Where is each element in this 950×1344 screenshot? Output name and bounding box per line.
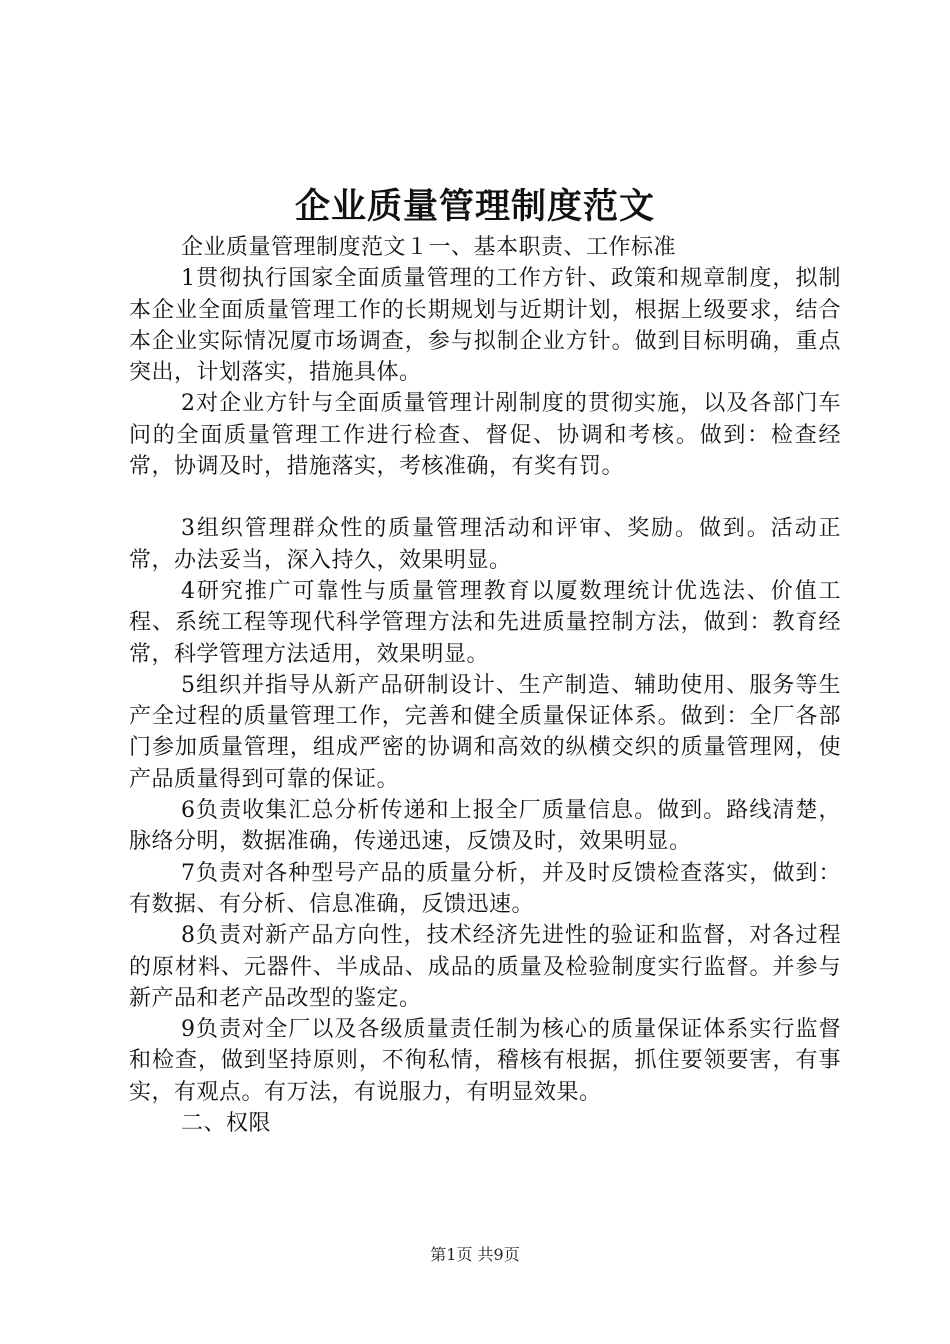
paragraph-item-8: 8负责对新产品方向性，技术经济先进性的验证和监督，对各过程的原材料、元器件、半成品、成品的质量及检验制度实行监督。并参与新产品和老产品改型的鉴定。 bbox=[129, 923, 841, 1011]
paragraph-item-4: 4研究推广可靠性与质量管理教育以厦数理统计优选法、价值工程、系统工程等现代科学管理方法和先进质量控制方法，做到：教育经常，科学管理方法适用，效果明显。 bbox=[129, 578, 841, 667]
paragraph-item-6: 6负责收集汇总分析传递和上报全厂质量信息。做到。路线清楚，脉络分明，数据准确，传递迅速，反馈及时，效果明显。 bbox=[129, 798, 841, 855]
paragraph-item-2: 2对企业方针与全面质量管理计剐制度的贯彻实施，以及各部门车问的全面质量管理工作进行检查、督促、协调和考核。做到：检查经常，协调及时，措施落实，考核准确，有奖有罚。 bbox=[129, 391, 841, 480]
paragraph-section-heading: 企业质量管理制度范文１一、基本职责、工作标准 bbox=[181, 235, 677, 260]
document-body bbox=[129, 232, 841, 1139]
document-title: 企业质量管理制度范文 bbox=[294, 187, 655, 227]
paragraph-item-3: 3组织管理群众性的质量管理活动和评审、奖励。做到。活动正常，办法妥当，深入持久，效果明显。 bbox=[129, 516, 841, 573]
paragraph-item-5: 5组织并指导从新产品研制设计、生产制造、辅助使用、服务等生产全过程的质量管理工作，完善和健全质量保证体系。做到：全厂各部门参加质量管理，组成严密的协调和高效的纵横交织的质量管理网，使产品质量得到可靠的保证。 bbox=[129, 672, 841, 792]
paragraph-item-9: 9负责对全厂以及各级质量责任制为核心的质量保证体系实行监督和检查，做到坚持原则，不徇私情，稽核有根据，抓住要领要害，有事实，有观点。有万法，有说服力，有明显效果。 bbox=[129, 1017, 841, 1105]
paragraph-item-7: 7负责对各种型号产品的质量分析，并及时反馈检查落实，做到：有数据、有分析、信息准确，反馈迅速。 bbox=[129, 860, 841, 917]
paragraph-section-heading-2: 二、权限 bbox=[181, 1111, 272, 1137]
paragraph-item-1: 1贯彻执行国家全面质量管理的工作方针、政策和规章制度，拟制本企业全面质量管理工作的长期规划与近期计划，根据上级要求，结合本企业实际情况厦市场调查，参与拟制企业方针。做到目标明确，重点突出，计划落实，措施具体。 bbox=[129, 266, 841, 386]
paragraph-spacer bbox=[129, 482, 841, 513]
page-number-footer: 第1页 共9页 bbox=[430, 1245, 520, 1264]
